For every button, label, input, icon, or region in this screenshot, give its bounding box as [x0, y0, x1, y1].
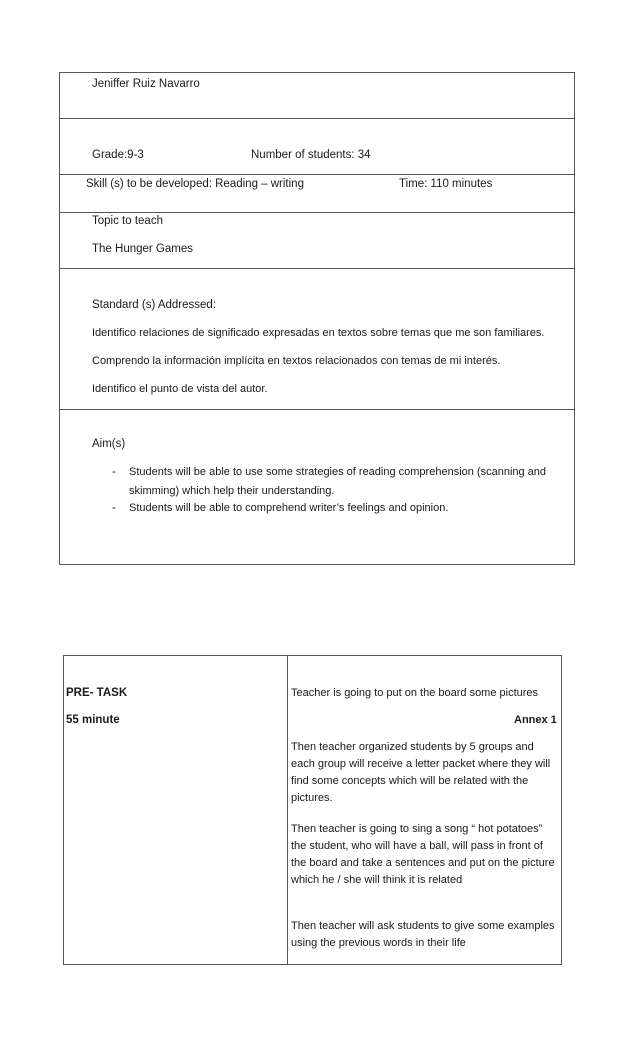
pretask-duration: 55 minute [66, 714, 120, 726]
skills: Skill (s) to be developed: Reading – writing [86, 178, 304, 190]
aim-item-line: Students will be able to comprehend writer’s feelings and opinion. [129, 502, 449, 514]
pretask-intro: Teacher is going to put on the board some pictures [291, 687, 539, 699]
row-divider [59, 174, 575, 175]
aim-dash: - [112, 466, 116, 478]
grade: Grade:9-3 [92, 149, 144, 161]
activity-paragraph: Then teacher is going to sing a song “ hot potatoes” the student, who will have a ball, will pass in front of the board and take a sentences and put on the picture which he / she will think it is related [291, 823, 555, 886]
row-divider [59, 212, 575, 213]
standard-item: Comprendo la información implícita en textos relacionados con temas de mi interés. [92, 355, 501, 367]
time: Time: 110 minutes [399, 178, 493, 190]
standard-item: Identifico el punto de vista del autor. [92, 383, 268, 395]
column-divider [287, 655, 288, 965]
row-divider [59, 268, 575, 269]
pretask-label: PRE- TASK [66, 687, 128, 699]
standard-item: Identifico relaciones de significado expresadas en textos sobre temas que me son familiares. [92, 327, 545, 339]
activity-paragraph: Then teacher will ask students to give some examples using the previous words in their life [291, 920, 555, 949]
row-divider [59, 409, 575, 410]
aim-item-line: skimming) which help their understanding. [129, 485, 335, 497]
row-divider [59, 118, 575, 119]
teacher-name: Jeniffer Ruiz Navarro [92, 78, 200, 90]
annex-reference: Annex 1 [514, 714, 557, 726]
number-of-students: Number of students: 34 [251, 149, 371, 161]
activity-paragraph: Then teacher organized students by 5 groups and each group will receive a letter packet where they will find some concepts which will be related with the pictures. [291, 741, 551, 804]
topic-label: Topic to teach [92, 215, 163, 227]
aim-item-line: Students will be able to use some strategies of reading comprehension (scanning and [129, 466, 547, 478]
topic: The Hunger Games [92, 243, 193, 255]
aims-label: Aim(s) [92, 438, 126, 450]
aim-dash: - [112, 502, 116, 514]
standards-label: Standard (s) Addressed: [92, 299, 217, 311]
